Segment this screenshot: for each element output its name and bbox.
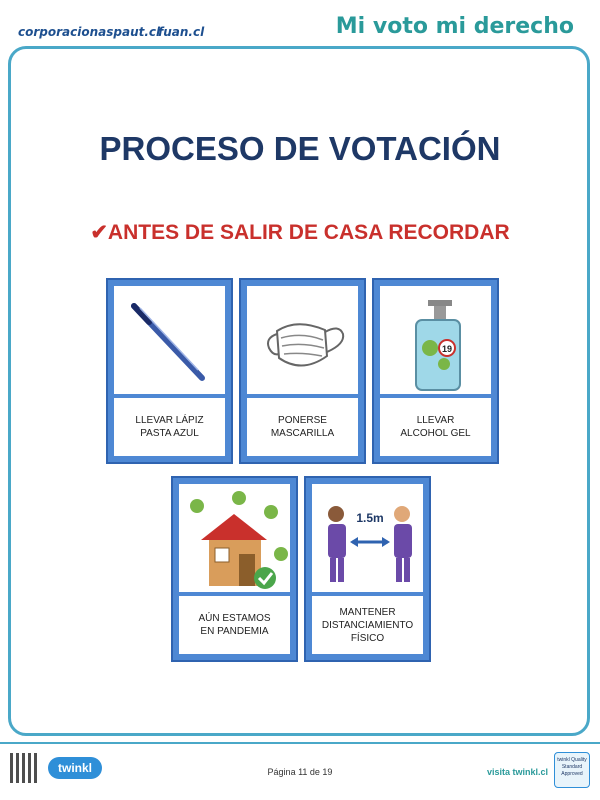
pen-icon bbox=[114, 286, 225, 394]
page-number: Página 11 de 19 bbox=[267, 767, 333, 777]
card-distance bbox=[304, 476, 431, 662]
sanitizer-badge: 19 bbox=[441, 344, 453, 354]
card-sanitizer bbox=[372, 278, 499, 464]
header-link-fuan[interactable]: fuan.cl bbox=[158, 25, 205, 39]
quality-badge-icon: twinkl Quality Standard Approved bbox=[554, 752, 590, 788]
distance-badge: 1.5m bbox=[356, 511, 384, 525]
header-title: Mi voto mi derecho bbox=[335, 14, 574, 39]
visit-link[interactable]: visita twinkl.cl bbox=[486, 767, 548, 777]
card-pen bbox=[106, 278, 233, 464]
card-label: MANTENER DISTANCIAMIENTO FÍSICO bbox=[312, 596, 423, 654]
section-subtitle: ✔ANTES DE SALIR DE CASA RECORDAR bbox=[90, 221, 510, 244]
card-label: LLEVAR LÁPIZ PASTA AZUL bbox=[114, 398, 225, 456]
page-title: PROCESO DE VOTACIÓN bbox=[99, 130, 501, 167]
header-link-corporacionaspaut[interactable]: corporacionaspaut.cl bbox=[18, 25, 161, 39]
distance-icon bbox=[312, 484, 423, 592]
card-label: LLEVAR ALCOHOL GEL bbox=[380, 398, 491, 456]
card-mask bbox=[239, 278, 366, 464]
footer-divider bbox=[0, 742, 600, 744]
card-label: AÚN ESTAMOS EN PANDEMIA bbox=[179, 596, 290, 654]
twinkl-logo[interactable]: twinkl bbox=[48, 757, 102, 779]
card-pandemic bbox=[171, 476, 298, 662]
card-label: PONERSE MASCARILLA bbox=[247, 398, 358, 456]
sanitizer-icon bbox=[380, 286, 491, 394]
house-virus-icon bbox=[179, 484, 290, 592]
mask-icon bbox=[247, 286, 358, 394]
